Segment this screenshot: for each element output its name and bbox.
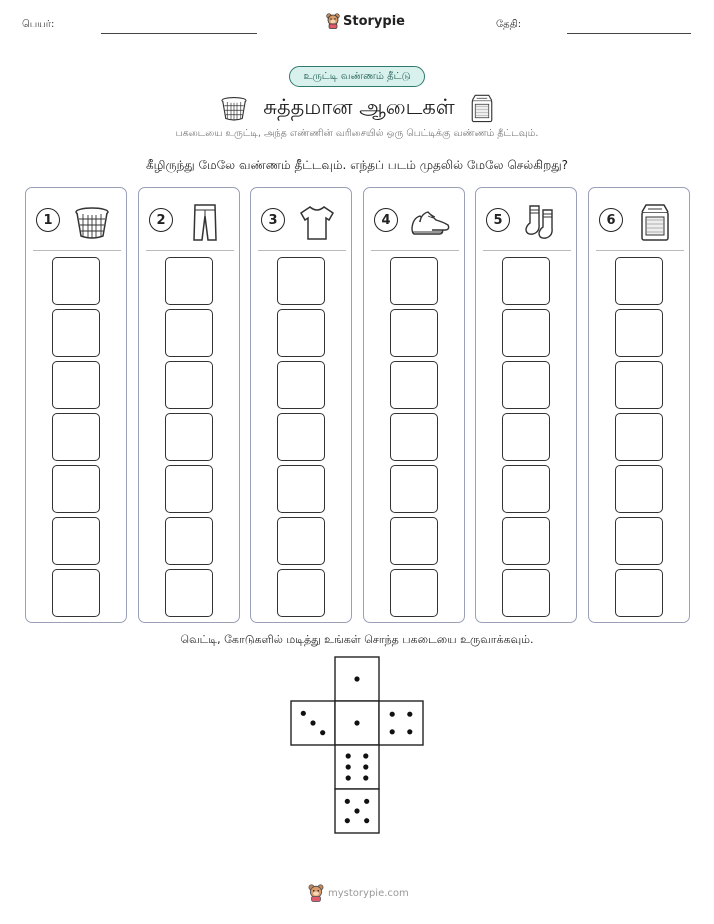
jeans-icon <box>185 202 225 242</box>
color-box[interactable] <box>615 361 663 409</box>
sneakers-icon <box>410 202 450 242</box>
subtitle: பகடையை உருட்டி, அந்த எண்ணின் வரிசையில் ஒரு பெட்டிக்கு வண்ணம் தீட்டவும். <box>175 128 539 139</box>
color-box[interactable] <box>165 465 213 513</box>
color-box[interactable] <box>390 309 438 357</box>
column-divider <box>596 250 684 251</box>
pip <box>407 712 412 717</box>
color-box[interactable] <box>52 569 100 617</box>
color-box[interactable] <box>390 465 438 513</box>
column-header <box>251 200 351 244</box>
activity-badge: உருட்டி வண்ணம் தீட்டு <box>289 66 425 87</box>
column-divider <box>258 250 346 251</box>
color-box[interactable] <box>277 309 325 357</box>
color-box[interactable] <box>502 517 550 565</box>
pip <box>363 775 368 780</box>
color-box[interactable] <box>615 569 663 617</box>
color-box[interactable] <box>502 361 550 409</box>
pip <box>346 764 351 769</box>
color-box[interactable] <box>165 361 213 409</box>
column-number: 3 <box>261 208 285 232</box>
column-number: 5 <box>486 208 510 232</box>
column-number: 2 <box>149 208 173 232</box>
pip <box>363 753 368 758</box>
color-box[interactable] <box>52 465 100 513</box>
dice-face-4 <box>379 701 423 745</box>
color-box[interactable] <box>277 257 325 305</box>
pip <box>364 818 369 823</box>
color-box[interactable] <box>502 413 550 461</box>
column-divider <box>146 250 234 251</box>
page-title: சுத்தமான ஆடைகள் <box>263 94 455 119</box>
color-box[interactable] <box>390 517 438 565</box>
color-box[interactable] <box>615 465 663 513</box>
color-box[interactable] <box>390 361 438 409</box>
color-box[interactable] <box>502 569 550 617</box>
color-box[interactable] <box>165 569 213 617</box>
pip <box>345 818 350 823</box>
pip <box>364 799 369 804</box>
color-box[interactable] <box>277 361 325 409</box>
pip <box>354 676 359 681</box>
laundry-basket-icon <box>72 202 112 242</box>
column-divider <box>371 250 459 251</box>
column-1 <box>25 187 127 623</box>
dice-face-1 <box>335 657 379 701</box>
color-box[interactable] <box>165 517 213 565</box>
pip <box>346 775 351 780</box>
column-header <box>476 200 576 244</box>
pip <box>407 729 412 734</box>
tshirt-icon <box>297 202 337 242</box>
color-box[interactable] <box>615 309 663 357</box>
color-box[interactable] <box>277 517 325 565</box>
color-box[interactable] <box>502 465 550 513</box>
column-6 <box>588 187 690 623</box>
color-box[interactable] <box>615 257 663 305</box>
pip <box>390 729 395 734</box>
color-box[interactable] <box>277 569 325 617</box>
color-box[interactable] <box>52 517 100 565</box>
color-box[interactable] <box>52 413 100 461</box>
column-header <box>364 200 464 244</box>
column-4 <box>363 187 465 623</box>
bear-mascot-icon <box>308 884 324 902</box>
column-header <box>139 200 239 244</box>
column-header <box>26 200 126 244</box>
bear-mascot-icon <box>326 13 340 29</box>
color-box[interactable] <box>502 309 550 357</box>
column-number: 6 <box>599 208 623 232</box>
dice-face-3 <box>291 701 335 745</box>
color-box[interactable] <box>52 257 100 305</box>
column-header <box>589 200 689 244</box>
net-instruction: வெட்டி, கோடுகளில் மடித்து உங்கள் சொந்த பகடையை உருவாக்கவும். <box>180 633 534 646</box>
title-row <box>0 90 714 126</box>
color-box[interactable] <box>277 413 325 461</box>
laundry-basket-icon <box>219 93 249 123</box>
column-divider <box>33 250 121 251</box>
date-label: தேதி: <box>496 19 522 30</box>
pip <box>320 730 325 735</box>
washing-machine-icon <box>635 202 675 242</box>
color-box[interactable] <box>165 413 213 461</box>
dice-face-6 <box>335 745 379 789</box>
column-divider <box>483 250 571 251</box>
pip <box>346 753 351 758</box>
pip <box>345 799 350 804</box>
pip <box>301 711 306 716</box>
column-5 <box>475 187 577 623</box>
dice-face-5 <box>335 789 379 833</box>
pip <box>390 712 395 717</box>
color-box[interactable] <box>390 413 438 461</box>
column-number: 1 <box>36 208 60 232</box>
color-box[interactable] <box>502 257 550 305</box>
pip <box>354 808 359 813</box>
footer-url: mystorypie.com <box>328 887 409 899</box>
column-2 <box>138 187 240 623</box>
dice-face-1 <box>335 701 379 745</box>
color-box[interactable] <box>615 413 663 461</box>
dice-net <box>290 656 426 836</box>
footer <box>308 884 409 902</box>
socks-icon <box>522 202 562 242</box>
color-box[interactable] <box>165 309 213 357</box>
color-box[interactable] <box>52 309 100 357</box>
color-box[interactable] <box>615 517 663 565</box>
pip <box>310 720 315 725</box>
brand-logo <box>326 13 405 29</box>
date-line <box>567 33 691 34</box>
column-number: 4 <box>374 208 398 232</box>
name-line <box>101 33 257 34</box>
color-box[interactable] <box>390 569 438 617</box>
column-3 <box>250 187 352 623</box>
name-label: பெயர்: <box>22 19 55 30</box>
color-box[interactable] <box>390 257 438 305</box>
brand-name: Storypie <box>343 13 405 29</box>
washing-machine-icon <box>469 93 495 123</box>
pip <box>354 720 359 725</box>
instruction: கீழிருந்து மேலே வண்ணம் தீட்டவும். எந்தப் படம் முதலில் மேலே செல்கிறது? <box>145 158 569 172</box>
color-box[interactable] <box>165 257 213 305</box>
color-box[interactable] <box>277 465 325 513</box>
pip <box>363 764 368 769</box>
color-box[interactable] <box>52 361 100 409</box>
